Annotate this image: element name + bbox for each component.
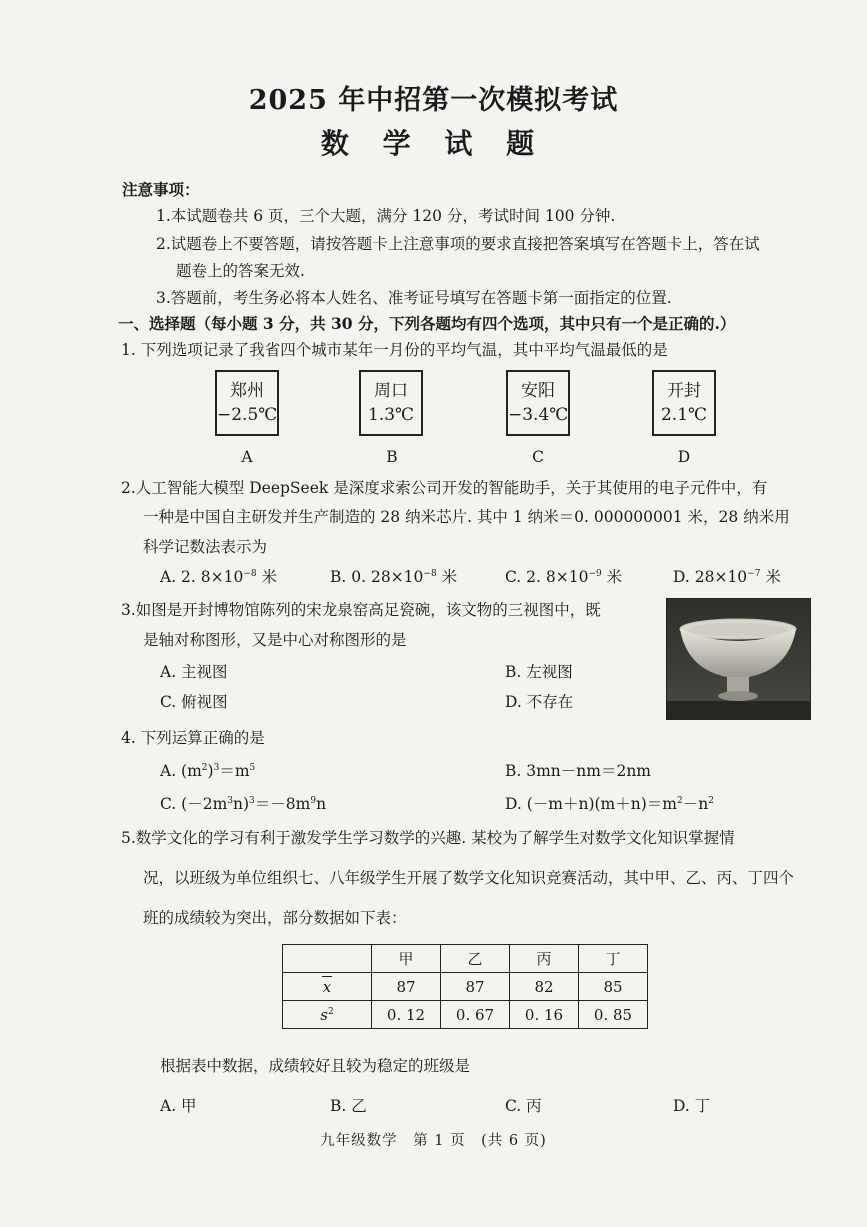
q4-option-d: D. $(-m+n)(m+n)=m^2-n^2$ — [505, 795, 714, 813]
q3-option-c: C. 俯视图 — [160, 693, 228, 711]
score-table — [282, 944, 648, 1029]
q5-question: 根据表中数据，成绩较好且较为稳定的班级是 — [160, 1057, 471, 1075]
q4-option-c: C. $(-2m^3n)^3=-8m^9n$ — [160, 795, 327, 813]
city-name: 安阳 — [521, 381, 555, 401]
q4-option-b: B. 3mn－nm＝2nm — [505, 762, 652, 780]
page-footer: 九年级数学 第 1 页 (共 6 页) — [320, 1133, 547, 1149]
city-temp: −2.5℃ — [217, 405, 278, 425]
table-cell: 85 — [579, 973, 648, 1001]
q4-stem: 4. 下列运算正确的是 — [121, 729, 265, 747]
table-cell: 0. 12 — [372, 1001, 441, 1029]
q5-line-2: 况，以班级为单位组织七、八年级学生开展了数学文化知识竞赛活动，其中甲、乙、丙、丁四个 — [143, 869, 795, 887]
q5-option-a: A. 甲 — [160, 1097, 197, 1115]
city-box-d — [652, 370, 716, 436]
table-cell: 0. 16 — [510, 1001, 579, 1029]
table-cell: 0. 67 — [441, 1001, 510, 1029]
notice-item-2b: 题卷上的答案无效. — [176, 262, 305, 280]
table-header-cell: 甲 — [372, 945, 441, 973]
city-name: 周口 — [374, 381, 408, 401]
q2-option-b: B. 0. $28\times 10^{-8}$ 米 — [330, 568, 458, 586]
q3-option-d: D. 不存在 — [505, 693, 574, 711]
city-name: 开封 — [667, 381, 701, 401]
q3-line-2: 是轴对称图形，又是中心对称图形的是 — [143, 631, 407, 649]
table-cell: 82 — [510, 973, 579, 1001]
notice-heading: 注意事项： — [122, 180, 200, 199]
q5-line-1: 5.数学文化的学习有利于激发学生学习数学的兴趣. 某校为了解学生对数学文化知识掌握情 — [121, 829, 735, 847]
city-temp: 1.3℃ — [367, 405, 415, 425]
q5-option-d: D. 丁 — [673, 1097, 711, 1115]
table-header-cell — [283, 945, 372, 973]
table-header-cell: 丙 — [510, 945, 579, 973]
q2-option-c: C. 2. $8\times 10^{-9}$ 米 — [505, 568, 623, 586]
city-temp: −3.4℃ — [508, 405, 569, 425]
notice-item-1: 1.本试题卷共 6 页，三个大题，满分 120 分，考试时间 100 分钟. — [156, 207, 616, 225]
table-header-cell: 乙 — [441, 945, 510, 973]
notice-item-3: 3.答题前，考生务必将本人姓名、准考证号填写在答题卡第一面指定的位置. — [156, 289, 672, 307]
table-row — [283, 1001, 648, 1029]
city-name: 郑州 — [230, 381, 264, 401]
row-label-mean: x — [283, 973, 372, 1001]
option-letter-b: B — [386, 448, 398, 466]
table-cell: 87 — [372, 973, 441, 1001]
notice-item-2a: 2.试题卷上不要答题，请按答题卡上注意事项的要求直接把答案填写在答题卡上，答在试 — [156, 235, 760, 253]
option-letter-a: A — [241, 448, 253, 466]
city-temp: 2.1℃ — [660, 405, 708, 425]
q2-option-d: D. $28\times 10^{-7}$ 米 — [673, 568, 781, 586]
table-header-row — [283, 945, 648, 973]
exam-title: 2025 年中招第一次模拟考试 — [248, 85, 619, 116]
city-box-a — [215, 370, 279, 436]
q3-option-b: B. 左视图 — [505, 663, 573, 681]
exam-subtitle: 数 学 试 题 — [320, 127, 547, 160]
row-label-variance: $s^2$ — [283, 1001, 372, 1029]
city-box-b — [359, 370, 423, 436]
q3-line-1: 3.如图是开封博物馆陈列的宋龙泉窑高足瓷碗，该文物的三视图中，既 — [121, 601, 601, 619]
option-letter-d: D — [677, 448, 691, 466]
q2-option-a: A. 2. $8\times 10^{-8}$ 米 — [160, 568, 278, 586]
q2-line-2: 一种是中国自主研发并生产制造的 28 纳米芯片. 其中 1 纳米＝0. 000000001 米，28 纳米用 — [143, 508, 790, 526]
table-row — [283, 973, 648, 1001]
option-letter-c: C — [532, 448, 544, 466]
q5-line-3: 班的成绩较为突出，部分数据如下表： — [143, 909, 407, 927]
q4-option-a: A. $(m^2)^3=m^5$ — [160, 762, 256, 780]
table-cell: 87 — [441, 973, 510, 1001]
table-cell: 0. 85 — [579, 1001, 648, 1029]
q3-option-a: A. 主视图 — [160, 663, 228, 681]
section-heading: 一、选择题（每小题 3 分，共 30 分，下列各题均有四个选项，其中只有一个是正确的.） — [118, 314, 736, 333]
table-header-cell: 丁 — [579, 945, 648, 973]
q5-option-b: B. 乙 — [330, 1097, 367, 1115]
q2-line-1: 2.人工智能大模型 DeepSeek 是深度求索公司开发的智能助手，关于其使用的电子元件中，有 — [121, 479, 768, 497]
q1-stem: 1. 下列选项记录了我省四个城市某年一月份的平均气温，其中平均气温最低的是 — [121, 341, 668, 359]
city-box-c — [506, 370, 570, 436]
q2-line-3: 科学记数法表示为 — [143, 538, 268, 556]
q5-option-c: C. 丙 — [505, 1097, 542, 1115]
bowl-photo — [666, 598, 811, 720]
